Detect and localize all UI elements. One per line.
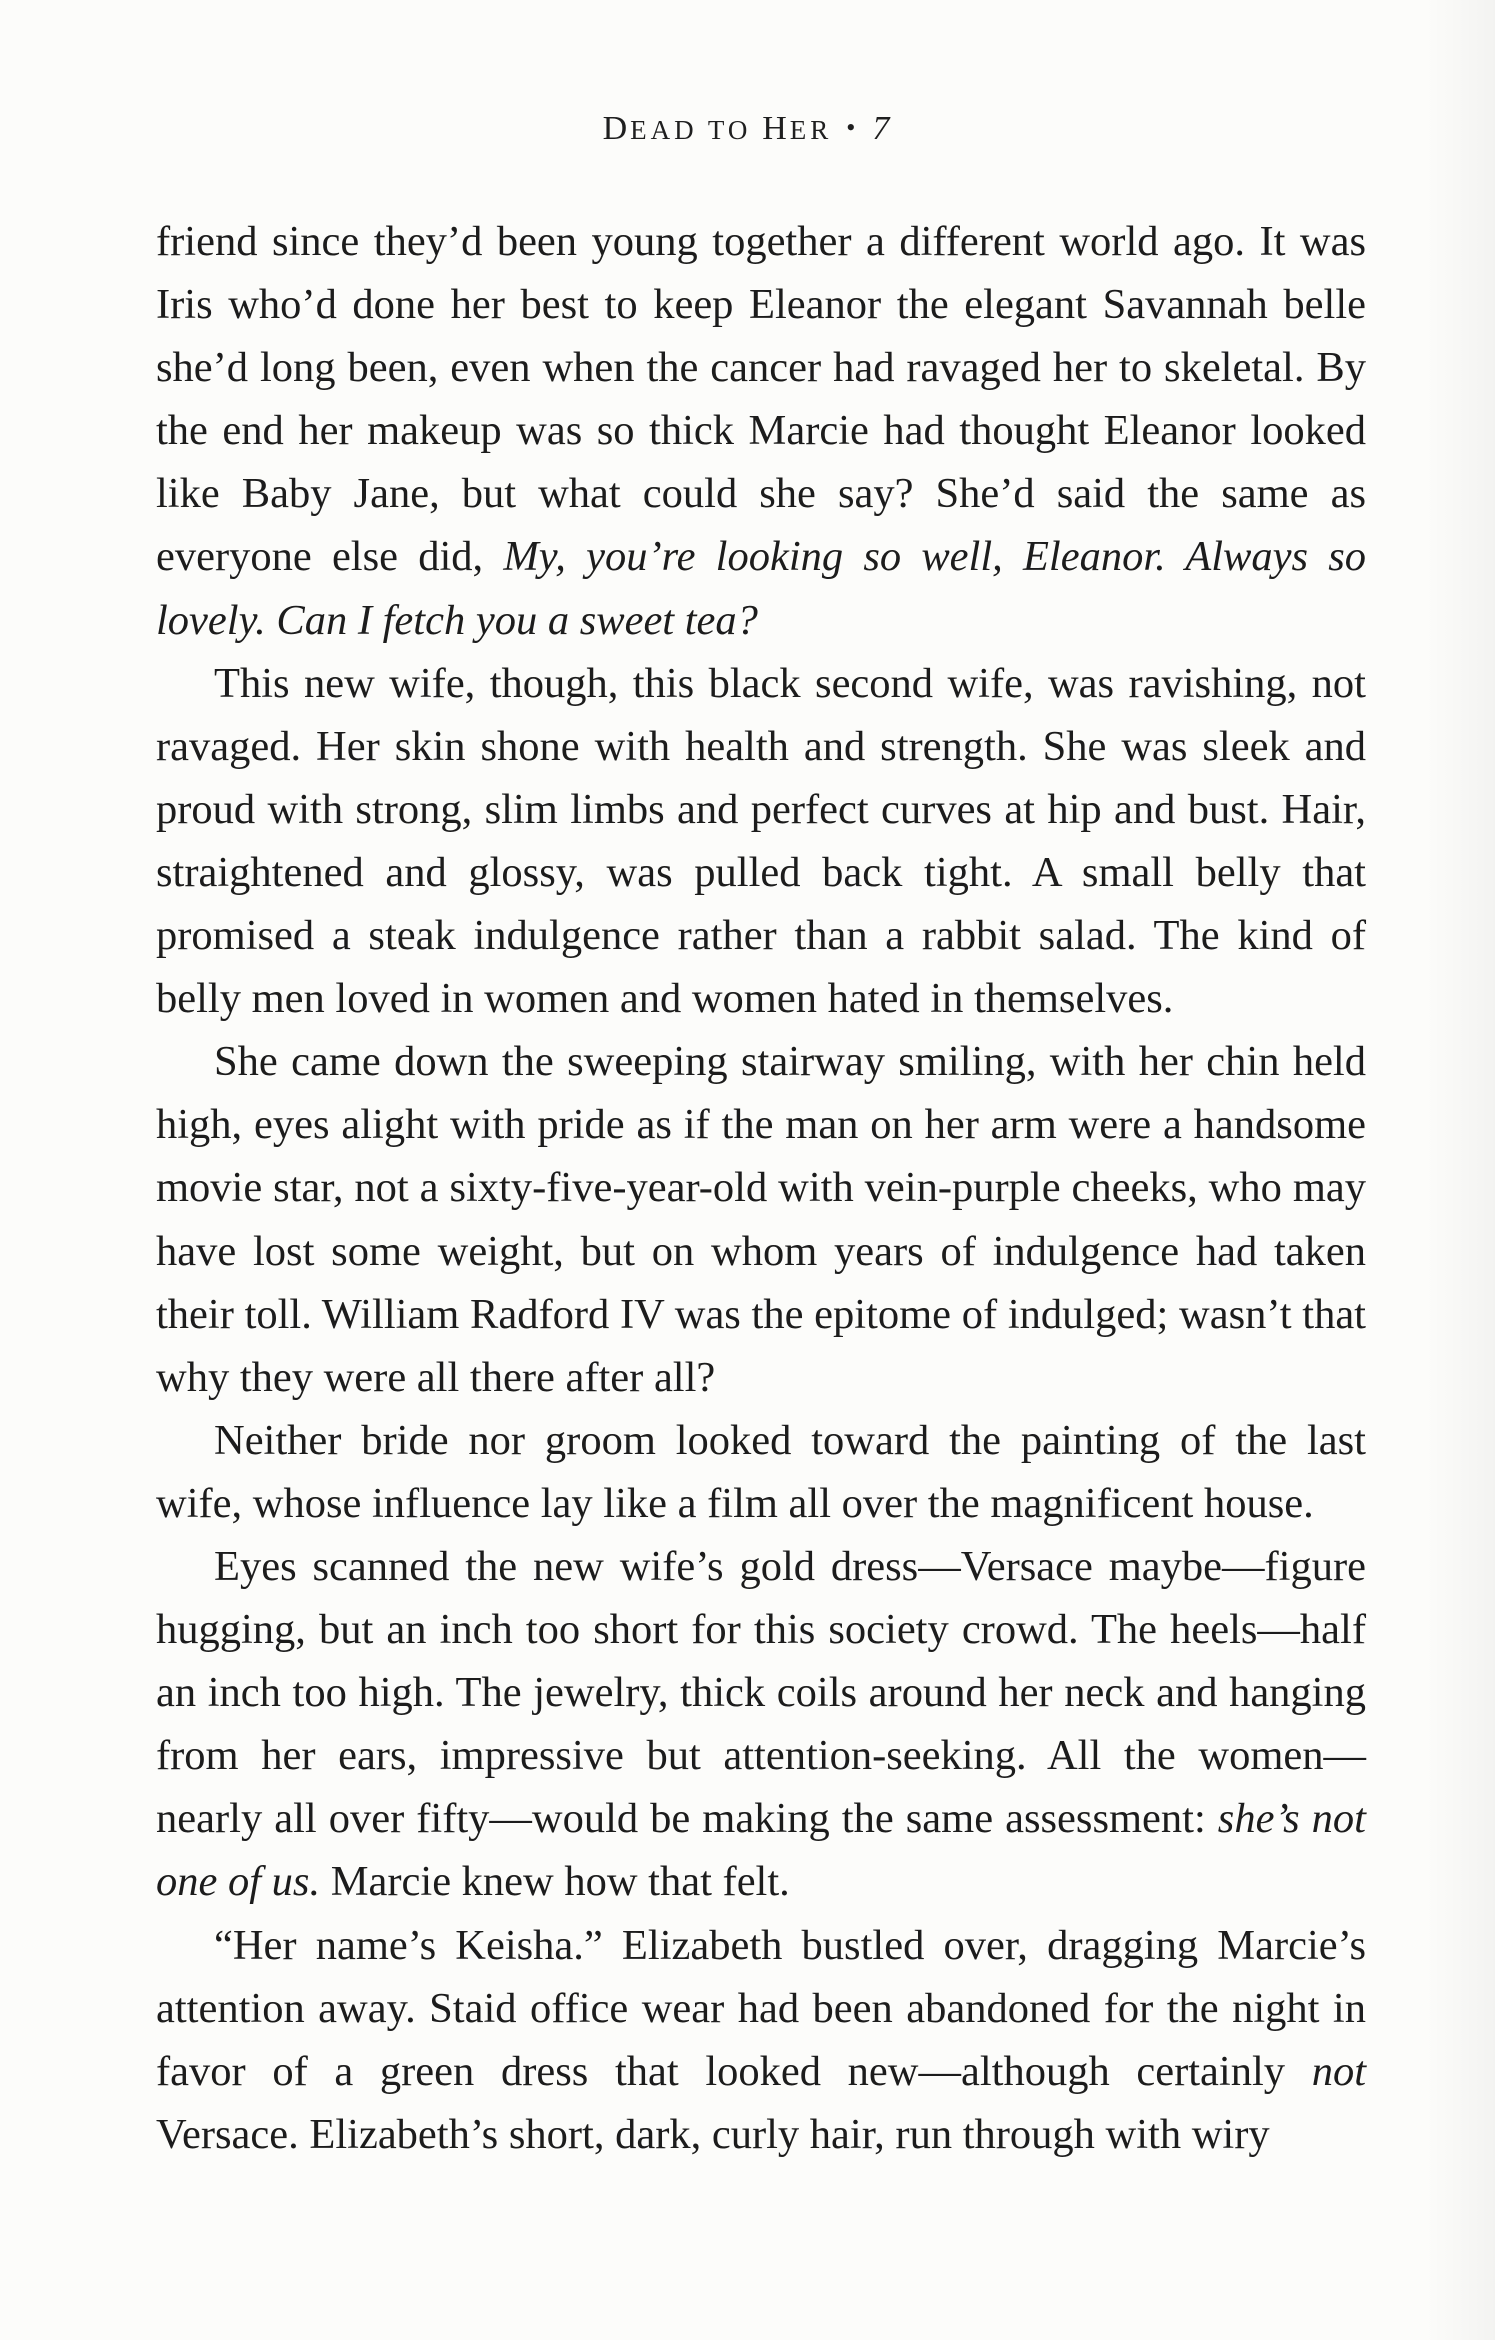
paragraph: friend since they’d been young together a different world ago. It was Iris who’d done her best to keep Eleanor the elegant Savannah belle she’d long been, even when the cancer had ravaged her to skeletal. By the end her makeup was so thick Marcie had thought Eleanor looked like Baby Jane, but what could she say? She’d said the same as everyone else did, My, you’re looking so well, Eleanor. Always so lovely. Can I fetch you a sweet tea? [156,218,1366,644]
running-head [0,110,1495,148]
paragraph: She came down the sweeping stairway smiling, with her chin held high, eyes alight with pride as if the man on her arm were a handsome movie star, not a sixty-five-year-old with vein-purple cheeks, who may have lost some weight, but on whom years of indulgence had taken their toll. William Radford IV was the epitome of indulged; wasn’t that why they were all there after all? [156,1038,1366,1401]
paragraph: Eyes scanned the new wife’s gold dress—Versace maybe—figure hugging, but an inch too short for this society crowd. The heels—half an inch too high. The jewelry, thick coils around her neck and hanging from her ears, impressive but attention-seeking. All the women—nearly all over fifty—would be making the same assessment: she’s not one of us. Marcie knew how that felt. [156,1542,1366,1906]
paragraph: “Her name’s Keisha.” Elizabeth bustled over, dragging Marcie’s attention away. Staid office wear had been abandoned for the night in favor of a green dress that looked new—although certainly not Versace. Elizabeth’s short, dark, curly hair, run through with wiry [156,1921,1366,2158]
running-head-separator: • [846,113,859,142]
paragraph: Neither bride nor groom looked toward the painting of the last wife, whose influence lay like a film all over the magnificent house. [156,1416,1366,1527]
running-head-title: DEAD TO HER [602,110,833,147]
body-text [156,210,1366,2166]
page-number: 7 [872,110,893,147]
paragraph: This new wife, though, this black second wife, was ravishing, not ravaged. Her skin shone with health and strength. She was sleek and proud with strong, slim limbs and perfect curves at hip and bust. Hair, straightened and glossy, was pulled back tight. A small belly that promised a steak indulgence rather than a rabbit salad. The kind of belly men loved in women and women hated in themselves. [156,659,1366,1023]
